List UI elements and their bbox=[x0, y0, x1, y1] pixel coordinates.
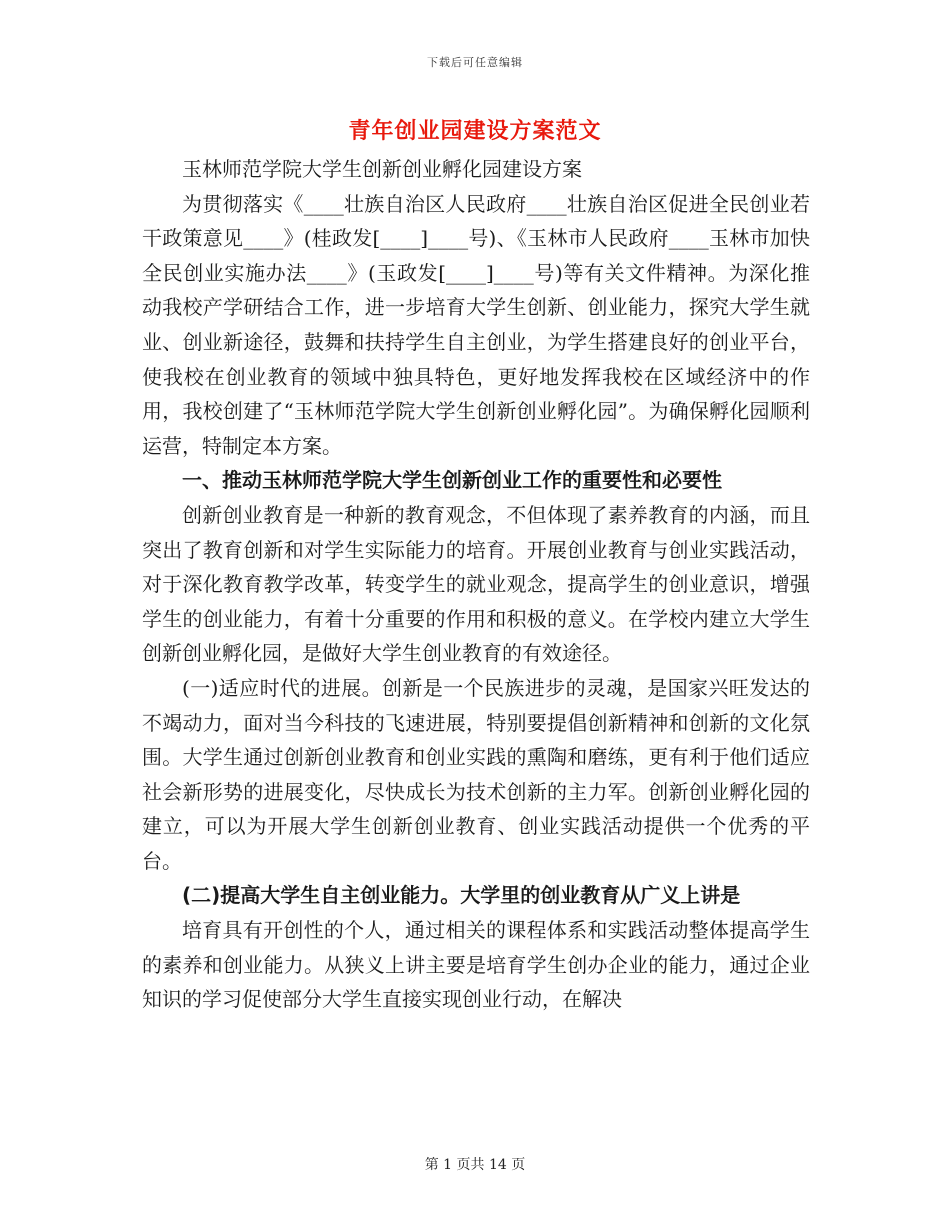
document-body bbox=[142, 152, 810, 1017]
section-heading-1: 一、推动玉林师范学院大学生创新创业工作的重要性和必要性 bbox=[182, 468, 722, 493]
intro-paragraph: 为贯彻落实《____壮族自治区人民政府____壮族自治区促进全民创业若干政策意见____》(桂政发[____]____号)、《玉林市人民政府____玉林市加快全民创业实施办法____》(玉政发[____]____号)等有关文件精神。为深化推动我校产学研结合工作，进一步培育大学生创新、创业能力，探究大学生就业、创业新途径，鼓舞和扶持学生自主创业，为学生搭建良好的创业平台，使我校在创业教育的领域中独具特色，更好地发挥我校在区域经济中的作用，我校创建了“玉林师范学院大学生创新创业孵化园”。为确保孵化园顺利运营，特制定本方案。 bbox=[142, 191, 810, 458]
section-1-paragraph: 创新创业教育是一种新的教育观念，不但体现了素养教育的内涵，而且突出了教育创新和对学生实际能力的培育。开展创业教育与创业实践活动，对于深化教育教学改革，转变学生的就业观念，提高学生的创业意识，增强学生的创业能力，有着十分重要的作用和积极的意义。在学校内建立大学生创新创业孵化园，是做好大学生创业教育的有效途径。 bbox=[142, 502, 810, 666]
subsection-heading-2: (二)提高大学生自主创业能力。大学里的创业教育从广义上讲是 bbox=[182, 883, 741, 908]
subsection-1-paragraph: (一)适应时代的进展。创新是一个民族进步的灵魂，是国家兴旺发达的不竭动力，面对当今科技的飞速进展，特别要提倡创新精神和创新的文化氛围。大学生通过创新创业教育和创业实践的熏陶和磨练，更有利于他们适应社会新形势的进展变化，尽快成长为技术创新的主力军。创新创业孵化园的建立，可以为开展大学生创新创业教育、创业实践活动提供一个优秀的平台。 bbox=[142, 675, 810, 873]
header-note: 下载后可任意编辑 bbox=[427, 56, 523, 69]
document-title: 青年创业园建设方案范文 bbox=[348, 119, 602, 144]
subtitle-paragraph: 玉林师范学院大学生创新创业孵化园建设方案 bbox=[182, 157, 582, 181]
subsection-2-paragraph: 培育具有开创性的个人，通过相关的课程体系和实践活动整体提高学生的素养和创业能力。从狭义上讲主要是培育学生创办企业的能力，通过企业知识的学习促使部分大学生直接实现创业行动，在解决 bbox=[142, 918, 810, 1012]
page-number: 第 1 页共 14 页 bbox=[424, 1157, 526, 1173]
